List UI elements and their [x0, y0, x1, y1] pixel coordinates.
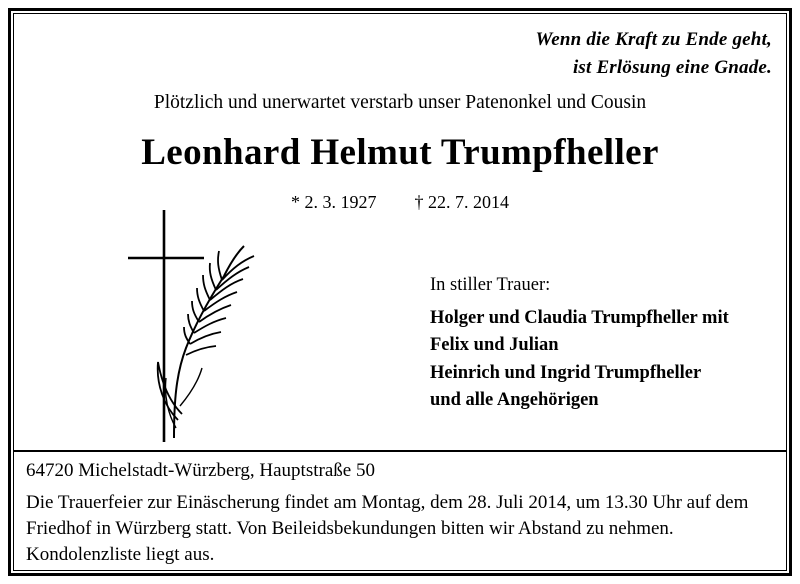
- ceremony-text: Die Trauerfeier zur Einäscherung findet am Montag, dem 28. Juli 2014, um 13.30 Uhr auf dem Friedhof in Würzberg statt. Von Beileidsbekundungen bitten wir Abstand zu nehmen. Kondolenzliste liegt aus.: [26, 492, 749, 566]
- notice-content: [14, 14, 786, 570]
- motto-line-2: ist Erlösung eine Gnade.: [572, 56, 772, 78]
- death-date: † 22. 7. 2014: [414, 192, 509, 212]
- footer-divider: [14, 450, 786, 452]
- mourner-line-1: Holger und Claudia Trumpfheller mit: [430, 308, 729, 329]
- mourners-lead: In stiller Trauer:: [430, 275, 551, 295]
- cross-and-wheat-icon: [102, 206, 277, 446]
- mourners-block: [430, 272, 780, 414]
- birth-date: * 2. 3. 1927: [291, 192, 377, 212]
- mourner-line-2: Felix und Julian: [430, 335, 559, 356]
- motto-line-1: Wenn die Kraft zu Ende geht,: [535, 29, 772, 50]
- mourners-names: [430, 305, 780, 414]
- intro-text: Plötzlich und unerwartet verstarb unser Patenonkel und Cousin: [153, 92, 647, 113]
- address-line: 64720 Michelstadt-Würzberg, Hauptstraße 50: [26, 460, 375, 481]
- motto-block: [536, 26, 772, 81]
- deceased-name: Leonhard Helmut Trumpfheller: [141, 132, 659, 173]
- mourner-line-4: und alle Angehörigen: [430, 389, 599, 410]
- mourner-line-3: Heinrich und Ingrid Trumpfheller: [430, 362, 702, 383]
